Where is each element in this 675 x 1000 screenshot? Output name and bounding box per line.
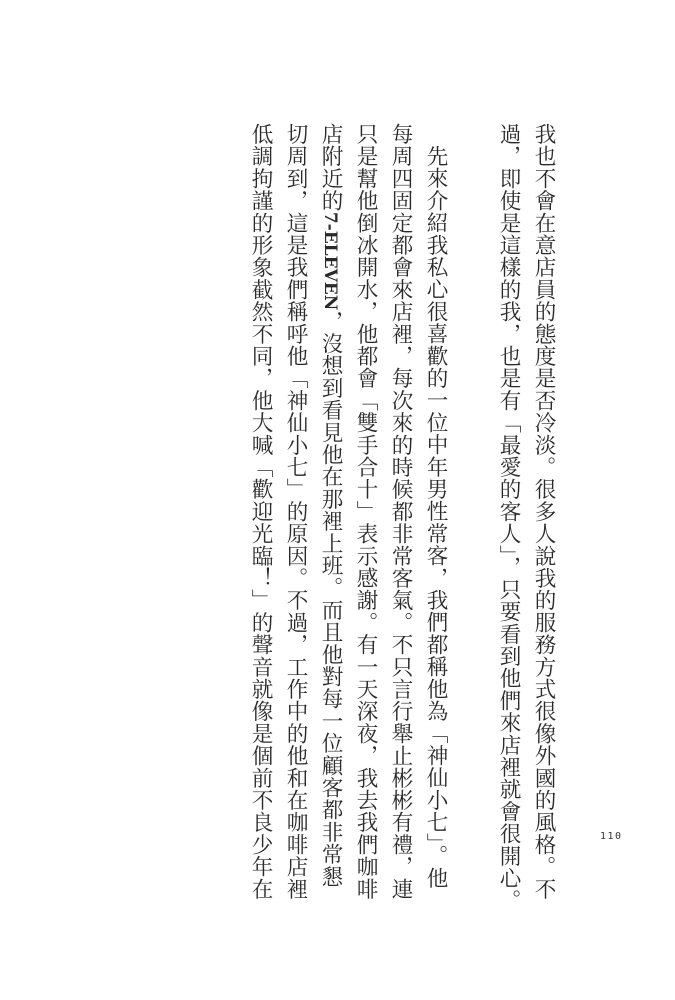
store-name-latin: 7-ELEVEN	[320, 211, 340, 311]
page-number: 110	[600, 831, 623, 842]
text-column-6	[315, 123, 345, 887]
text-column-1: 我也不會在意店員的態度是否冷淡。很多人說我的服務方式很像外國的風格。不	[531, 123, 556, 900]
text-column-7: 切周到，這是我們稱呼他「神仙小七」的原因。不過，工作中的他和在咖啡店裡	[283, 123, 308, 900]
text-column-8: 低調拘謹的形象截然不同，他大喊「歡迎光臨！」的聲音就像是個前不良少年在	[248, 123, 273, 900]
text-column-6-after: ，沒想到看見他在那裡上班。而且他對每一位顧客都非常懇	[318, 310, 343, 888]
text-column-5: 只是幫他倒冰開水，他都會「雙手合十」表示感謝。有一天深夜，我去我們咖啡	[353, 123, 378, 900]
text-column-2: 過，即使是這樣的我，也是有「最愛的客人」，只要看到他們來店裡就會很開心。	[496, 123, 521, 912]
text-column-6-before: 店附近的	[318, 123, 343, 212]
text-column-3: 先來介紹我私心很喜歡的一位中年男性常客，我們都稱他為「神仙小七」。他	[423, 145, 448, 889]
text-column-4: 每周四固定都會來店裡，每次來的時候都非常客氣。不只言行舉止彬彬有禮，連	[388, 123, 413, 900]
